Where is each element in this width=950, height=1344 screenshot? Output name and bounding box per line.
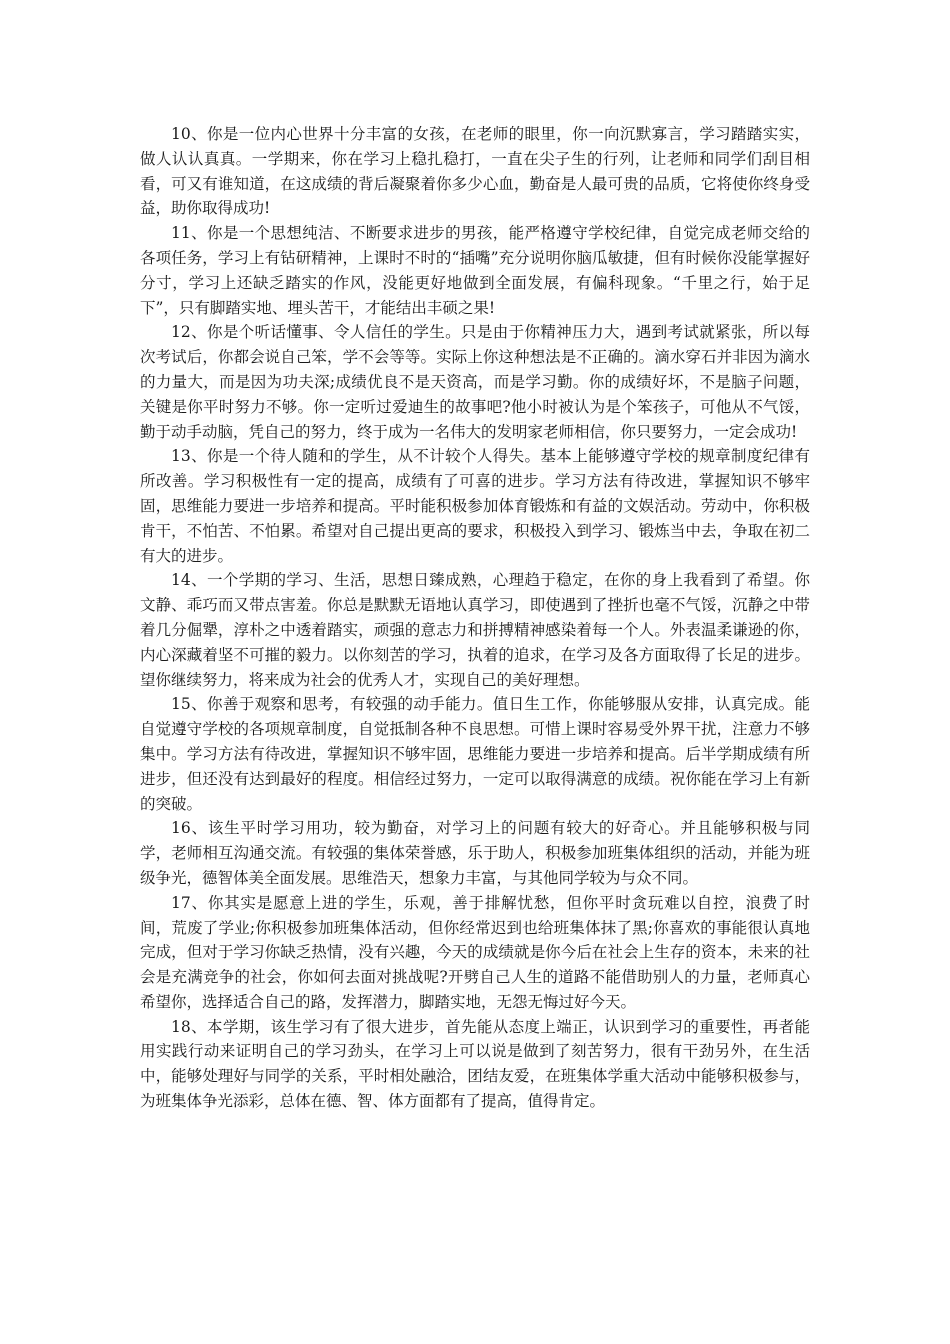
comment-paragraph-13: 13、你是一个待人随和的学生，从不计较个人得失。基本上能够遵守学校的规章制度纪律有所改善。学习积极性有一定的提高，成绩有了可喜的进步。学习方法有待改进，掌握知识不够牢固，思维能力要进一步培养和提高。平时能积极参加体育锻炼和有益的文娱活动。劳动中，你积极肯干，不怕苦、不怕累。希望对自己提出更高的要求，积极投入到学习、锻炼当中去，争取在初二有大的进步。 (140, 447, 810, 565)
comment-paragraph-14: 14、一个学期的学习、生活，思想日臻成熟，心理趋于稳定，在你的身上我看到了希望。你文静、乖巧而又带点害羞。你总是默默无语地认真学习，即使遇到了挫折也毫不气馁，沉静之中带着几分倔犟，淳朴之中透着踏实，顽强的意志力和拼搏精神感染着每一个人。外表温柔谦逊的你，内心深藏着坚不可摧的毅力。以你刻苦的学习，执着的追求，在学习及各方面取得了长足的进步。望你继续努力，将来成为社会的优秀人才，实现自己的美好理想。 (140, 571, 810, 689)
comment-paragraph-18: 18、本学期，该生学习有了很大进步，首先能从态度上端正，认识到学习的重要性，再者能用实践行动来证明自己的学习劲头，在学习上可以说是做到了刻苦努力，很有干劲另外，在生活中，能够处理好与同学的关系，平时相处融洽，团结友爱，在班集体学重大活动中能够积极参与，为班集体争光添彩，总体在德、智、体方面都有了提高，值得肯定。 (140, 1017, 810, 1111)
comment-paragraph-11: 11、你是一个思想纯洁、不断要求进步的男孩，能严格遵守学校纪律，自觉完成老师交给的各项任务，学习上有钻研精神，上课时不时的“插嘴”充分说明你脑瓜敏捷，但有时候你没能掌握好分寸，学习上还缺乏踏实的作风，没能更好地做到全面发展，有偏科现象。“千里之行，始于足下”，只有脚踏实地、埋头苦干，才能结出丰硕之果! (140, 224, 810, 317)
comment-paragraph-10: 10、你是一位内心世界十分丰富的女孩，在老师的眼里，你一向沉默寡言，学习踏踏实实，做人认认真真。一学期来，你在学习上稳扎稳打，一直在尖子生的行列，让老师和同学们刮目相看，可又有谁知道，在这成绩的背后凝聚着你多少心血，勤奋是人最可贵的品质，它将使你终身受益，助你取得成功! (140, 125, 810, 218)
comment-paragraph-17: 17、你其实是愿意上进的学生，乐观，善于排解忧愁，但你平时贪玩难以自控，浪费了时间，荒废了学业;你积极参加班集体活动，但你经常迟到也给班集体抹了黑;你喜欢的事能很认真地完成，但对于学习你缺乏热情，没有兴趣，今天的成绩就是你今后在社会上生存的资本，未来的社会是充满竞争的社会，你如何去面对挑战呢?开劈自己人生的道路不能借助别人的力量，老师真心希望你，选择适合自己的路，发挥潜力，脚踏实地，无怨无悔过好今天。 (140, 893, 810, 1011)
comment-paragraph-16: 16、该生平时学习用功，较为勤奋，对学习上的问题有较大的好奇心。并且能够积极与同学，老师相互沟通交流。有较强的集体荣誉感，乐于助人，积极参加班集体组织的活动，并能为班级争光，德智体美全面发展。思维浩天，想象力丰富，与其他同学较为与众不同。 (140, 819, 810, 887)
document-body (140, 122, 810, 1114)
comment-paragraph-12: 12、你是个听话懂事、令人信任的学生。只是由于你精神压力大，遇到考试就紧张，所以每次考试后，你都会说自己笨，学不会等等。实际上你这种想法是不正确的。滴水穿石并非因为滴水的力量大，而是因为功夫深;成绩优良不是天资高，而是学习勤。你的成绩好坏，不是脑子问题，关键是你平时努力不够。你一定听过爱迪生的故事吧?他小时被认为是个笨孩子，可他从不气馁，勤于动手动脑，凭自己的努力，终于成为一名伟大的发明家老师相信，你只要努力，一定会成功! (140, 323, 810, 441)
comment-paragraph-15: 15、你善于观察和思考，有较强的动手能力。值日生工作，你能够服从安排，认真完成。能自觉遵守学校的各项规章制度，自觉抵制各种不良思想。可惜上课时容易受外界干扰，注意力不够集中。学习方法有待改进，掌握知识不够牢固，思维能力要进一步培养和提高。后半学期成绩有所进步，但还没有达到最好的程度。相信经过努力，一定可以取得满意的成绩。祝你能在学习上有新的突破。 (140, 695, 810, 813)
